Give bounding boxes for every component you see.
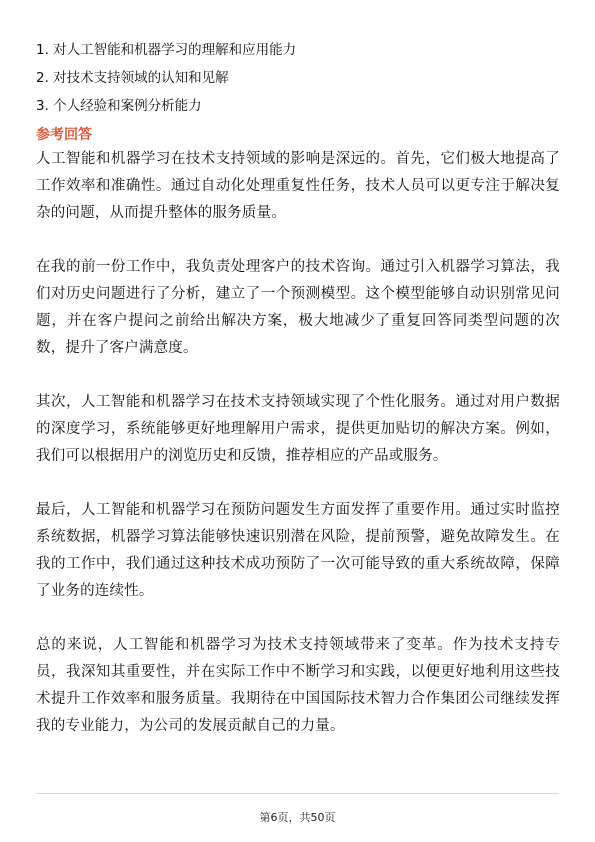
paragraph: 在我的前一份工作中，我负责处理客户的技术咨询。通过引入机器学习算法，我们对历史问题进行了分析，建立了一个预测模型。这个模型能够自动识别常见问题，并在客户提问之前给出解决方案，极大地减少了重复回答同类型问题的次数，提升了客户满意度。: [36, 259, 560, 356]
list-item: 3. 个人经验和案例分析能力: [36, 98, 202, 114]
paragraph: 其次，人工智能和机器学习在技术支持领域实现了个性化服务。通过对用户数据的深度学习，系统能够更好地理解用户需求，提供更加贴切的解决方案。例如，我们可以根据用户的浏览历史和反馈，推荐相应的产品或服务。: [36, 394, 560, 464]
list-item: 1. 对人工智能和机器学习的理解和应用能力: [36, 42, 297, 58]
paragraph: 总的来说，人工智能和机器学习为技术支持领域带来了变革。作为技术支持专员，我深知其重要性，并在实际工作中不断学习和实践，以便更好地利用这些技术提升工作效率和服务质量。我期待在中国国际技术智力合作集团公司继续发挥我的专业能力，为公司的发展贡献自己的力量。: [36, 637, 560, 734]
page-number: 第6页，共50页: [259, 811, 336, 824]
paragraph: 人工智能和机器学习在技术支持领域的影响是深远的。首先，它们极大地提高了工作效率和准确性。通过自动化处理重复性任务，技术人员可以更专注于解决复杂的问题，从而提升整体的服务质量。: [36, 151, 560, 221]
evaluation-criteria-list: [36, 36, 566, 120]
paragraph: 最后，人工智能和机器学习在预防问题发生方面发挥了重要作用。通过实时监控系统数据，机器学习算法能够快速识别潜在风险，提前预警，避免故障发生。在我的工作中，我们通过这种技术成功预防了一次可能导致的重大系统故障，保障了业务的连续性。: [36, 502, 560, 599]
list-item: 2. 对技术支持领域的认知和见解: [36, 70, 229, 86]
reference-answer-heading: 参考回答: [36, 127, 92, 143]
footer-divider: [36, 793, 559, 794]
answer-body: [36, 146, 560, 740]
